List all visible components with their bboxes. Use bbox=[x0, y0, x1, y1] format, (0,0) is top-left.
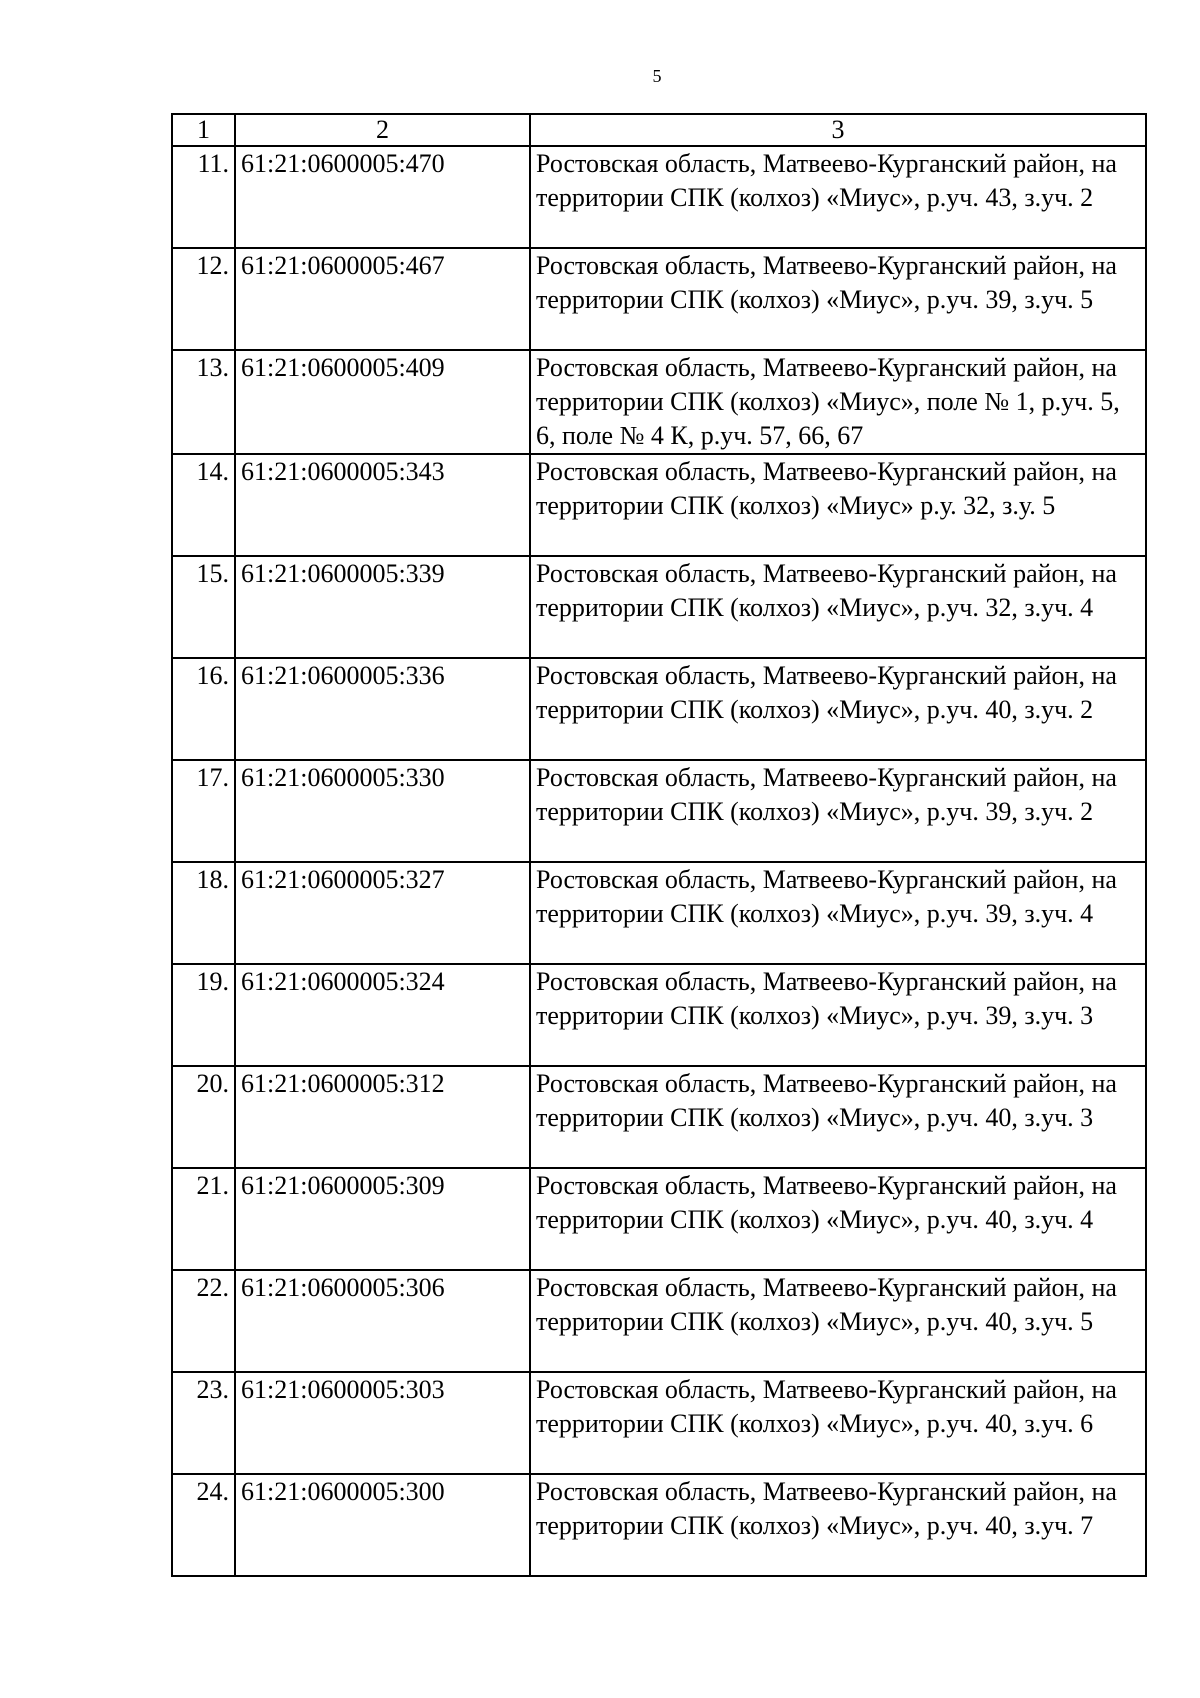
table-row bbox=[172, 964, 1146, 1066]
table-row bbox=[172, 1066, 1146, 1168]
row-number-cell: 12. bbox=[172, 248, 235, 350]
row-number-cell: 21. bbox=[172, 1168, 235, 1270]
cadastral-number-cell: 61:21:0600005:300 bbox=[235, 1474, 530, 1576]
address-cell: Ростовская область, Матвеево-Курганский район, на территории СПК (колхоз) «Миус», р.уч. 40, з.уч. 4 bbox=[530, 1168, 1146, 1270]
address-cell: Ростовская область, Матвеево-Курганский район, на территории СПК (колхоз) «Миус», р.уч. 40, з.уч. 5 bbox=[530, 1270, 1146, 1372]
address-cell: Ростовская область, Матвеево-Курганский район, на территории СПК (колхоз) «Миус», р.уч. 39, з.уч. 2 bbox=[530, 760, 1146, 862]
cadastral-number-cell: 61:21:0600005:309 bbox=[235, 1168, 530, 1270]
cadastral-number-cell: 61:21:0600005:339 bbox=[235, 556, 530, 658]
address-cell: Ростовская область, Матвеево-Курганский район, на территории СПК (колхоз) «Миус», р.уч. 32, з.уч. 4 bbox=[530, 556, 1146, 658]
table-row bbox=[172, 556, 1146, 658]
land-plots-table bbox=[171, 113, 1147, 1577]
cadastral-number-cell: 61:21:0600005:470 bbox=[235, 146, 530, 248]
row-number-cell: 19. bbox=[172, 964, 235, 1066]
row-number-cell: 23. bbox=[172, 1372, 235, 1474]
address-cell: Ростовская область, Матвеево-Курганский район, на территории СПК (колхоз) «Миус» р.у. 32, з.у. 5 bbox=[530, 454, 1146, 556]
cadastral-number-cell: 61:21:0600005:330 bbox=[235, 760, 530, 862]
row-number-cell: 24. bbox=[172, 1474, 235, 1576]
table-row bbox=[172, 1474, 1146, 1576]
table-row bbox=[172, 146, 1146, 248]
cadastral-number-cell: 61:21:0600005:327 bbox=[235, 862, 530, 964]
table-row bbox=[172, 1168, 1146, 1270]
cadastral-number-cell: 61:21:0600005:306 bbox=[235, 1270, 530, 1372]
table-row bbox=[172, 1372, 1146, 1474]
address-cell: Ростовская область, Матвеево-Курганский район, на территории СПК (колхоз) «Миус», р.уч. 40, з.уч. 6 bbox=[530, 1372, 1146, 1474]
table-row bbox=[172, 248, 1146, 350]
cadastral-number-cell: 61:21:0600005:343 bbox=[235, 454, 530, 556]
row-number-cell: 18. bbox=[172, 862, 235, 964]
address-cell: Ростовская область, Матвеево-Курганский район, на территории СПК (колхоз) «Миус», р.уч. 39, з.уч. 4 bbox=[530, 862, 1146, 964]
cadastral-number-cell: 61:21:0600005:312 bbox=[235, 1066, 530, 1168]
column-header-2: 2 bbox=[235, 114, 530, 146]
table-row bbox=[172, 862, 1146, 964]
row-number-cell: 17. bbox=[172, 760, 235, 862]
address-cell: Ростовская область, Матвеево-Курганский район, на территории СПК (колхоз) «Миус», р.уч. 43, з.уч. 2 bbox=[530, 146, 1146, 248]
address-cell: Ростовская область, Матвеево-Курганский район, на территории СПК (колхоз) «Миус», р.уч. 40, з.уч. 2 bbox=[530, 658, 1146, 760]
row-number-cell: 15. bbox=[172, 556, 235, 658]
address-cell: Ростовская область, Матвеево-Курганский район, на территории СПК (колхоз) «Миус», р.уч. 40, з.уч. 7 bbox=[530, 1474, 1146, 1576]
cadastral-number-cell: 61:21:0600005:324 bbox=[235, 964, 530, 1066]
table-body bbox=[172, 146, 1146, 1576]
page-number: 5 bbox=[652, 66, 662, 86]
column-header-3: 3 bbox=[530, 114, 1146, 146]
cadastral-number-cell: 61:21:0600005:467 bbox=[235, 248, 530, 350]
table-row bbox=[172, 658, 1146, 760]
address-cell: Ростовская область, Матвеево-Курганский район, на территории СПК (колхоз) «Миус», поле № 1, р.уч. 5, 6, поле № 4 К, р.уч. 57, 66, 67 bbox=[530, 350, 1146, 454]
row-number-cell: 20. bbox=[172, 1066, 235, 1168]
table-row bbox=[172, 1270, 1146, 1372]
row-number-cell: 16. bbox=[172, 658, 235, 760]
table-row bbox=[172, 454, 1146, 556]
table-header-row bbox=[172, 114, 1146, 146]
address-cell: Ростовская область, Матвеево-Курганский район, на территории СПК (колхоз) «Миус», р.уч. 39, з.уч. 3 bbox=[530, 964, 1146, 1066]
column-header-1: 1 bbox=[172, 114, 235, 146]
row-number-cell: 13. bbox=[172, 350, 235, 454]
address-cell: Ростовская область, Матвеево-Курганский район, на территории СПК (колхоз) «Миус», р.уч. 39, з.уч. 5 bbox=[530, 248, 1146, 350]
row-number-cell: 14. bbox=[172, 454, 235, 556]
address-cell: Ростовская область, Матвеево-Курганский район, на территории СПК (колхоз) «Миус», р.уч. 40, з.уч. 3 bbox=[530, 1066, 1146, 1168]
row-number-cell: 22. bbox=[172, 1270, 235, 1372]
table-row bbox=[172, 760, 1146, 862]
cadastral-number-cell: 61:21:0600005:409 bbox=[235, 350, 530, 454]
cadastral-number-cell: 61:21:0600005:303 bbox=[235, 1372, 530, 1474]
table-row bbox=[172, 350, 1146, 454]
cadastral-number-cell: 61:21:0600005:336 bbox=[235, 658, 530, 760]
row-number-cell: 11. bbox=[172, 146, 235, 248]
